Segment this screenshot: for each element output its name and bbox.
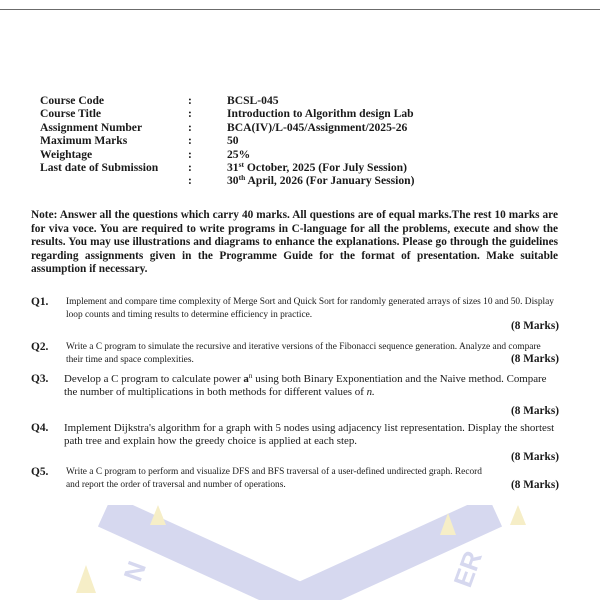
instructions-note: Note: Answer all the questions which carry 40 marks. All questions are of equal marks.The rest 10 marks are for viva voce. You are required to write programs in C-language for all the problems, execute and show the results. You may use illustrations and diagrams to enhance the explanations. Please go through the guidelines regarding assignments given in the Programme Guide for the format of presentation. Make suitable assumption if necessary. (31, 209, 558, 276)
question-4 (31, 422, 559, 466)
question-1 (31, 296, 559, 338)
date-day: 30 (227, 174, 239, 188)
date-rest: October, 2025 (For July Session) (244, 160, 407, 174)
meta-label: Last date of Submission (40, 160, 159, 174)
date-ordinal: th (238, 173, 246, 183)
watermark-star (440, 513, 456, 535)
watermark-star (150, 505, 166, 525)
meta-row-last-date (40, 161, 560, 174)
question-text-part: Develop a C program to calculate power (64, 373, 244, 385)
watermark-star (510, 505, 526, 525)
question-marks: (8 Marks) (510, 353, 559, 365)
assignment-details (40, 94, 560, 188)
meta-colon: : (188, 147, 192, 161)
meta-label: Maximum Marks (40, 134, 128, 148)
meta-value: 25% (227, 147, 251, 161)
meta-colon: : (188, 160, 192, 174)
date-ordinal: st (238, 159, 245, 169)
question-text (64, 373, 559, 399)
meta-row-weightage (40, 148, 560, 161)
university-logo-watermark (0, 505, 600, 600)
meta-row-course-code (40, 94, 560, 107)
meta-row-last-date-january (40, 174, 560, 187)
meta-row-course-title (40, 107, 560, 120)
question-text: Write a C program to perform and visualize DFS and BFS traversal of a user-defined undirected graph. Record and report the order of traversal and number of operations. (66, 467, 482, 490)
meta-colon: : (188, 174, 192, 188)
meta-colon: : (188, 107, 192, 121)
meta-row-maximum-marks (40, 134, 560, 147)
meta-label: Course Title (40, 107, 102, 121)
watermark-chevron (105, 511, 495, 600)
watermark-letter-right: ER (447, 546, 488, 592)
meta-label: Weightage (40, 147, 93, 161)
question-marks: (8 Marks) (510, 451, 559, 463)
question-number: Q4. (31, 422, 49, 434)
meta-value: Introduction to Algorithm design Lab (227, 107, 414, 121)
question-number: Q1. (31, 296, 49, 308)
question-marks: (8 Marks) (510, 479, 559, 491)
question-number: Q3. (31, 373, 49, 385)
question-text: Implement and compare time complexity of Merge Sort and Quick Sort for randomly generated arrays of sizes 10 and 50. Display loop counts and timing results to determine efficiency in practice. (66, 297, 554, 320)
question-5 (31, 466, 559, 494)
question-text: Implement Dijkstra's algorithm for a graph with 5 nodes using adjacency list representation. Display the shortest path tree and explain how the greedy choice is applied at each step. (64, 422, 555, 447)
question-marks: (8 Marks) (510, 405, 559, 417)
meta-row-assignment-number (40, 121, 560, 134)
meta-value: BCA(IV)/L-045/Assignment/2025-26 (227, 120, 408, 134)
date-rest: April, 2026 (For January Session) (245, 174, 415, 188)
meta-label: Assignment Number (40, 120, 143, 134)
meta-colon: : (188, 94, 192, 107)
meta-value: BCSL-045 (227, 94, 279, 107)
top-divider (0, 9, 600, 10)
meta-label: Course Code (40, 94, 105, 107)
date-day: 31 (227, 160, 239, 174)
watermark-star (76, 565, 96, 593)
meta-value-date-july (227, 161, 407, 174)
question-text-part: using both Binary Exponentiation and the Naive method. Compare the number of multiplications in both methods for different values of (64, 373, 547, 398)
meta-colon: : (188, 134, 192, 148)
question-text: Write a C program to simulate the recursive and iterative versions of the Fibonacci sequence generation. Analyze and compare their time and space complexities. (66, 342, 541, 365)
meta-value: 50 (227, 134, 239, 148)
watermark-letter-left: N (117, 557, 153, 586)
question-number: Q5. (31, 466, 49, 478)
question-number: Q2. (31, 341, 49, 353)
meta-value-date-january (227, 174, 414, 187)
math-base: a (243, 373, 249, 385)
question-marks: (8 Marks) (510, 320, 559, 332)
math-exponent: n (248, 371, 253, 380)
question-2 (31, 341, 559, 369)
question-3 (31, 373, 559, 419)
meta-colon: : (188, 120, 192, 134)
math-variable: n. (366, 386, 375, 398)
